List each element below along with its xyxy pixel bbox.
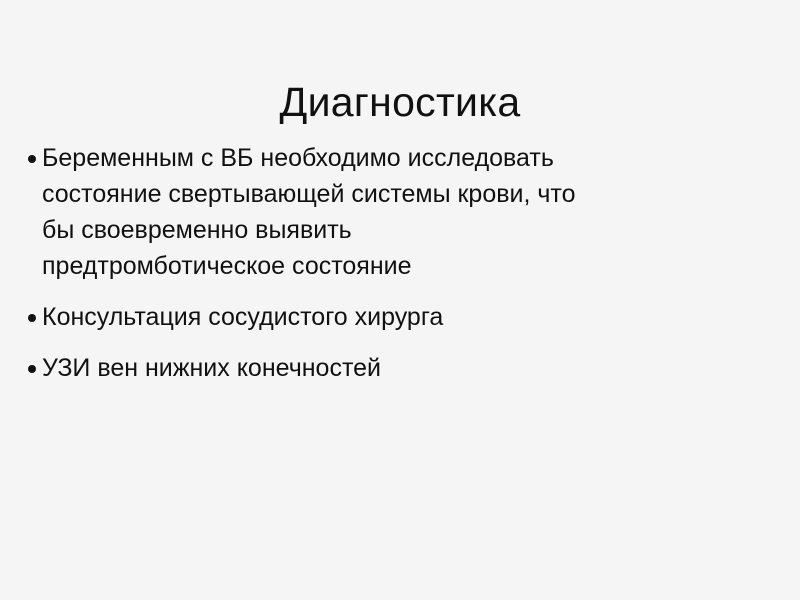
bullet-text: Консультация сосудистого хирурга bbox=[42, 303, 444, 331]
bullet-dot-icon bbox=[28, 314, 36, 322]
bullet-item bbox=[28, 299, 768, 335]
bullet-list bbox=[28, 140, 768, 401]
bullet-text: Беременным с ВБ необходимо исследовать состояние свертывающей системы крови, что бы своевременно выявить предтромботическое состояние bbox=[42, 144, 576, 280]
slide-title: Диагностика bbox=[279, 79, 521, 126]
bullet-dot-icon bbox=[28, 155, 36, 163]
bullet-item bbox=[28, 140, 768, 284]
bullet-dot-icon bbox=[28, 365, 36, 373]
bullet-text: УЗИ вен нижних конечностей bbox=[42, 354, 381, 382]
bullet-item bbox=[28, 350, 768, 386]
